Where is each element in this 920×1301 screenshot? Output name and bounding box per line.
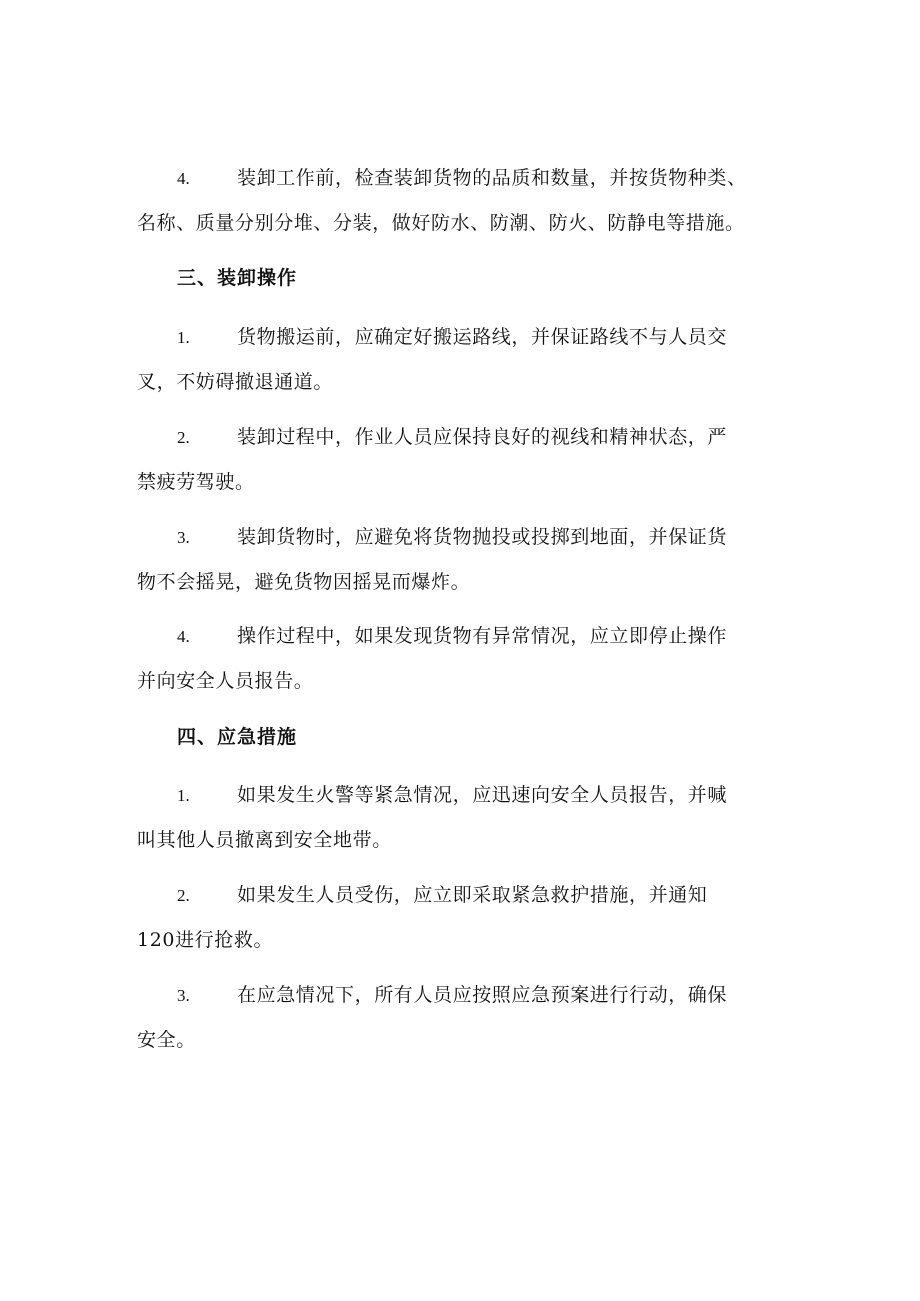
- list-item: [137, 515, 747, 604]
- item-text-line1: 装卸货物时，应避免将货物抛投或投掷到地面，并保证货: [237, 526, 728, 548]
- section-heading-emergency-measures: 四、应急措施: [177, 726, 298, 748]
- item-text-line1: 货物搬运前，应确定好搬运路线，并保证路线不与人员交: [237, 326, 728, 348]
- item-text-line1: 操作过程中，如果发现货物有异常情况，应立即停止操作: [237, 625, 728, 647]
- list-item: [137, 973, 747, 1062]
- list-item: [137, 873, 747, 962]
- list-item: [137, 614, 747, 703]
- list-item: [137, 315, 747, 404]
- item-text-line2: 禁疲劳驾驶。: [137, 471, 255, 493]
- item-text-line2: 物不会摇晃，避免货物因摇晃而爆炸。: [137, 571, 471, 593]
- item-text-line2: 名称、质量分别分堆、分装，做好防水、防潮、防火、防静电等措施。: [137, 212, 745, 234]
- item-number: 1.: [177, 786, 190, 805]
- list-item: [137, 156, 747, 245]
- list-item: [137, 415, 747, 504]
- item-text-line2: 并向安全人员报告。: [137, 670, 314, 692]
- item-text-line2: 120进行抢救。: [137, 929, 274, 951]
- item-number: 4.: [177, 169, 190, 188]
- item-text-line1: 如果发生火警等紧急情况，应迅速向安全人员报告，并喊: [237, 784, 728, 806]
- item-text-line2: 叫其他人员撤离到安全地带。: [137, 829, 392, 851]
- item-number: 3.: [177, 528, 190, 547]
- item-number: 3.: [177, 986, 190, 1005]
- item-number: 2.: [177, 886, 190, 905]
- item-number: 4.: [177, 627, 190, 646]
- item-text-line1: 装卸工作前，检查装卸货物的品质和数量，并按货物种类、: [237, 167, 747, 189]
- list-item: [137, 773, 747, 862]
- item-text-line2: 安全。: [137, 1029, 196, 1051]
- item-text-line1: 如果发生人员受伤，应立即采取紧急救护措施，并通知: [237, 884, 708, 906]
- section-heading-loading-operations: 三、装卸操作: [177, 267, 298, 289]
- item-number: 2.: [177, 428, 190, 447]
- item-text-line1: 装卸过程中，作业人员应保持良好的视线和精神状态，严: [237, 426, 728, 448]
- item-text-line1: 在应急情况下，所有人员应按照应急预案进行行动，确保: [237, 984, 728, 1006]
- item-number: 1.: [177, 328, 190, 347]
- item-text-line2: 叉，不妨碍撤退通道。: [137, 371, 334, 393]
